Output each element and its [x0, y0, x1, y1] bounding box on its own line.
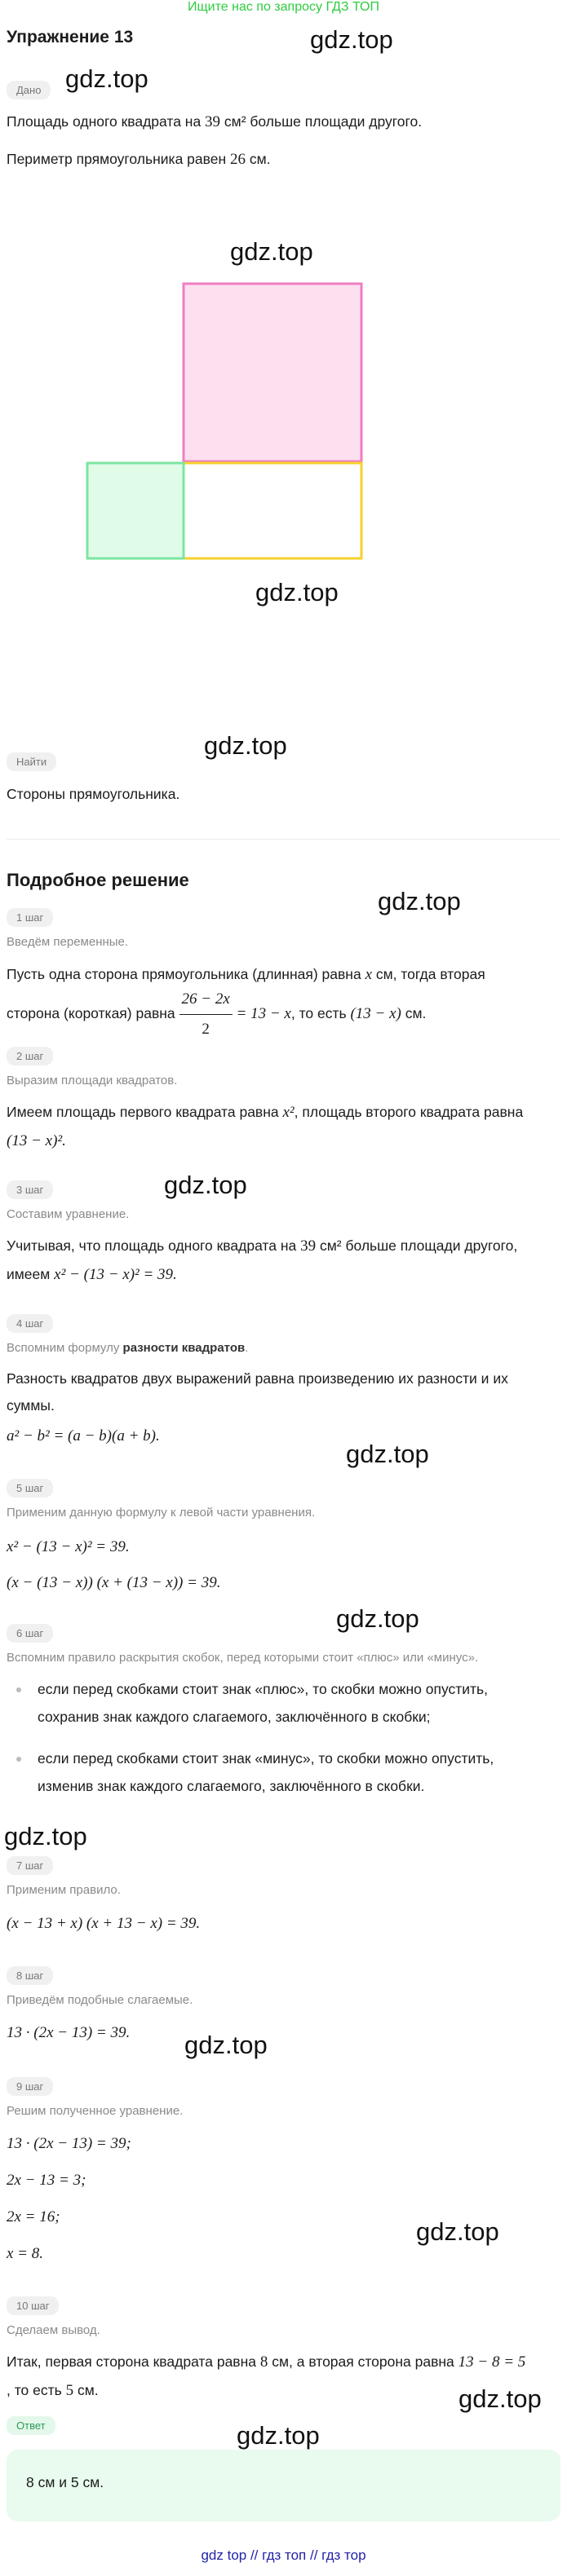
watermark: gdz.top	[237, 2421, 320, 2450]
watermark: gdz.top	[4, 1822, 87, 1850]
step-4-subtitle: Вспомним формулу разности квадратов.	[7, 1341, 249, 1355]
step-6-chip: 6 шаг	[7, 1624, 53, 1643]
step-10-line-2: , то есть 5 см.	[7, 2382, 99, 2399]
given-chip: Дано	[7, 81, 51, 99]
divider	[7, 839, 560, 840]
step-7-chip: 7 шаг	[7, 1856, 53, 1875]
watermark: gdz.top	[204, 731, 287, 760]
step-3-line-1: Учитывая, что площадь одного квадрата на 39 см² больше площади другого,	[7, 1237, 518, 1255]
step-10-line-1: Итак, первая сторона квадрата равна 8 см, а вторая сторона равна 13 − 8 = 5	[7, 2353, 526, 2371]
step-8-chip: 8 шаг	[7, 1966, 53, 1985]
step-3-line-2: имеем x² − (13 − x)² = 39.	[7, 1266, 177, 1283]
difference-of-squares-formula: a² − b² = (a − b)(a + b).	[7, 1427, 160, 1445]
given-line-1: Площадь одного квадрата на 39 см² больше площади другого.	[7, 113, 423, 130]
step-8-equation: 13 · (2x − 13) = 39.	[7, 2024, 131, 2041]
step-4-chip: 4 шаг	[7, 1314, 53, 1333]
step-9-subtitle: Решим полученное уравнение.	[7, 2104, 184, 2118]
find-text: Стороны прямоугольника.	[7, 786, 180, 802]
step-2-line-1: Имеем площадь первого квадрата равна x², площадь второго квадрата равна	[7, 1104, 524, 1121]
squares-diagram	[82, 281, 367, 562]
step-3-subtitle: Составим уравнение.	[7, 1207, 130, 1221]
watermark: gdz.top	[378, 887, 461, 915]
step-2-line-2: (13 − x)².	[7, 1132, 66, 1149]
page-title: Упражнение 13	[7, 28, 134, 46]
bullet-dot	[16, 1757, 21, 1762]
step-5-equation-2: (x − (13 − x)) (x + (13 − x)) = 39.	[7, 1574, 221, 1591]
step-9-equation-3: 2x = 16;	[7, 2208, 60, 2225]
squares-figure	[82, 281, 367, 562]
step-1-line-2: сторона (короткая) равна $\frac{26 - 2x}{2}$ = 13 − x, то есть (13 − x) см.	[7, 985, 557, 1044]
footer-links[interactable]: gdz top // гдз топ // гдз тор	[201, 2547, 366, 2563]
given-line-2: Периметр прямоугольника равен 26 см.	[7, 151, 271, 168]
step-5-chip: 5 шаг	[7, 1479, 53, 1498]
top-banner[interactable]: Ищите нас по запросу ГДЗ ТОП	[188, 0, 379, 14]
fraction: $\frac{26 - 2x}{2}$	[179, 985, 233, 1044]
step-5-subtitle: Применим данную формулу к левой части уравнения.	[7, 1506, 316, 1520]
watermark: gdz.top	[458, 2384, 542, 2413]
step-6-subtitle: Вспомним правило раскрытия скобок, перед которыми стоит «плюс» или «минус».	[7, 1651, 479, 1665]
rule-minus: если перед скобками стоит знак «минус», то скобки можно опустить, изменив знак каждого слагаемого, заключённого в скобки.	[38, 1745, 560, 1800]
step-1-line-1: Пусть одна сторона прямоугольника (длинная) равна x см, тогда вторая	[7, 966, 485, 983]
watermark: gdz.top	[184, 2031, 268, 2059]
rectangle	[184, 463, 361, 558]
watermark: gdz.top	[230, 237, 313, 266]
big-square	[184, 284, 361, 461]
step-8-subtitle: Приведём подобные слагаемые.	[7, 1993, 193, 2007]
step-7-subtitle: Применим правило.	[7, 1883, 121, 1897]
step-10-chip: 10 шаг	[7, 2296, 59, 2315]
watermark: gdz.top	[416, 2217, 499, 2246]
step-9-equation-1: 13 · (2x − 13) = 39;	[7, 2135, 131, 2152]
solution-title: Подробное решение	[7, 870, 189, 890]
answer-box	[7, 2450, 560, 2521]
step-4-line-1: Разность квадратов двух выражений равна произведению их разности и их	[7, 1370, 508, 1387]
answer-chip: Ответ	[7, 2416, 55, 2435]
step-1-chip: 1 шаг	[7, 908, 53, 927]
watermark: gdz.top	[310, 25, 393, 54]
watermark: gdz.top	[164, 1171, 247, 1199]
watermark: gdz.top	[336, 1604, 419, 1633]
step-9-chip: 9 шаг	[7, 2077, 53, 2096]
step-5-equation-1: x² − (13 − x)² = 39.	[7, 1538, 130, 1555]
small-square	[87, 463, 184, 558]
bullet-dot	[16, 1687, 21, 1692]
step-10-subtitle: Сделаем вывод.	[7, 2323, 100, 2337]
step-2-chip: 2 шаг	[7, 1047, 53, 1065]
rule-plus: если перед скобками стоит знак «плюс», то скобки можно опустить, сохранив знак каждого слагаемого, заключённого в скобки;	[38, 1675, 560, 1731]
step-7-equation: (x − 13 + x) (x + 13 − x) = 39.	[7, 1915, 201, 1932]
watermark: gdz.top	[255, 578, 339, 607]
step-2-subtitle: Выразим площади квадратов.	[7, 1074, 178, 1087]
find-chip: Найти	[7, 752, 56, 771]
step-4-line-2: суммы.	[7, 1397, 55, 1414]
step-1-subtitle: Введём переменные.	[7, 935, 129, 949]
answer-text: 8 см и 5 см.	[26, 2474, 104, 2490]
step-9-equation-2: 2x − 13 = 3;	[7, 2172, 86, 2189]
watermark: gdz.top	[65, 64, 148, 93]
step-9-equation-4: x = 8.	[7, 2245, 44, 2262]
step-3-chip: 3 шаг	[7, 1180, 53, 1199]
watermark: gdz.top	[346, 1440, 429, 1468]
